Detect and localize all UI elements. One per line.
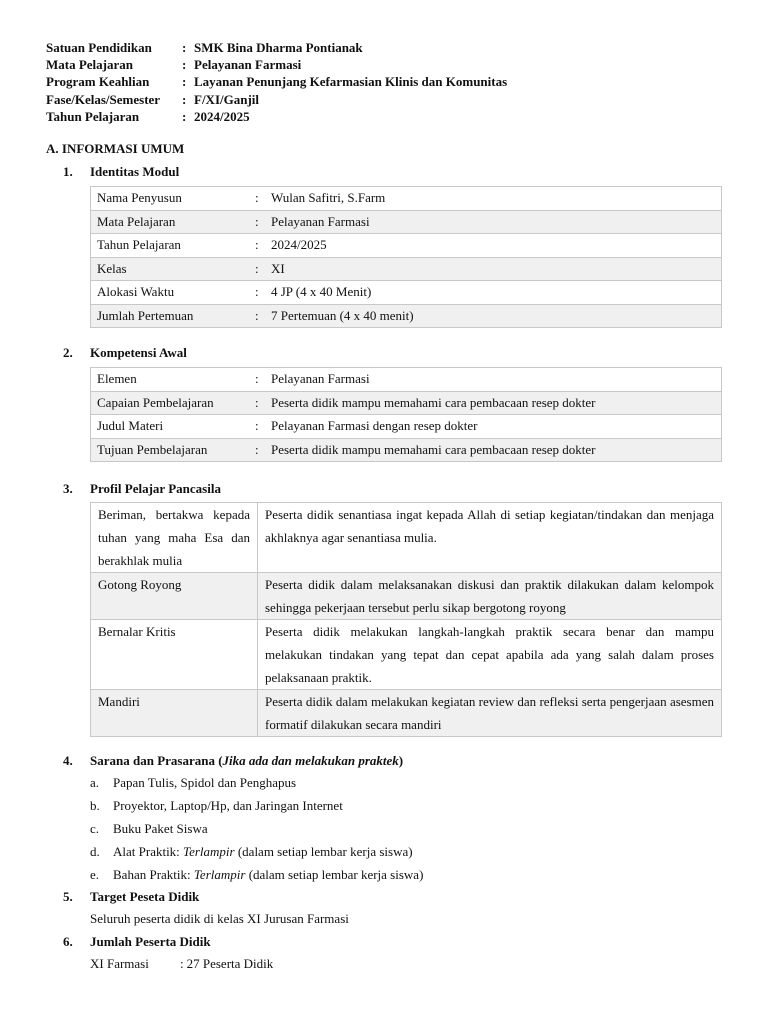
table-value-cell: 7 Pertemuan (4 x 40 menit) [265,304,722,328]
subsection-title: Kompetensi Awal [90,345,187,360]
table-colon-cell: : [255,281,265,305]
list-marker: e. [90,867,100,882]
table-row [91,690,722,737]
table-value-cell: Peserta didik mampu memahami cara pembacaan resep dokter [265,391,722,415]
table-key-cell: Capaian Pembelajaran [91,391,256,415]
table-colon-cell: : [255,391,265,415]
list-item [90,817,423,840]
subsection-number: 2. [63,345,73,360]
identitas-modul-table [90,186,722,328]
list-text-pre: Bahan Praktik: [113,867,194,882]
table-colon-cell: : [255,415,265,439]
kompetensi-awal-table [90,367,722,462]
header-colon: : [182,74,187,90]
table-row [91,368,722,392]
table-key-cell: Bernalar Kritis [91,620,258,690]
jumlah-value: 27 Peserta Didik [186,956,274,971]
table-key-cell: Gotong Royong [91,573,258,620]
list-marker: b. [90,798,100,813]
table-key-cell: Elemen [91,368,256,392]
table-row [91,620,722,690]
subsection-title-end: ) [398,753,404,768]
header-key: Mata Pelajaran [46,57,134,73]
list-item [90,840,423,863]
target-peserta-text: Seluruh peserta didik di kelas XI Jurusan Farmasi [90,911,349,926]
list-item [90,863,423,886]
section-a-heading: A. INFORMASI UMUM [46,141,185,156]
subsection-number: 3. [63,481,73,496]
table-value-cell: Pelayanan Farmasi [265,368,722,392]
header-key: Satuan Pendidikan [46,40,152,55]
header-colon: : [182,40,187,55]
table-row [91,210,722,234]
list-text: Proyektor, Laptop/Hp, dan Jaringan Internet [113,798,343,813]
document-header [46,39,507,125]
subsection-title-italic: Jika ada dan melakukan praktek [222,753,399,768]
header-row [46,91,507,108]
table-key-cell: Jumlah Pertemuan [91,304,256,328]
list-marker: c. [90,821,100,836]
list-text-italic: Terlampir [193,867,246,882]
table-row [91,234,722,258]
table-colon-cell: : [255,257,265,281]
table-colon-cell: : [255,304,265,328]
header-colon: : [182,57,187,73]
subsection-number: 1. [63,164,73,179]
table-value-cell: Peserta didik dalam melakukan kegiatan review dan refleksi serta pengerjaan asesmen formatif dilakukan secara mandiri [258,690,722,737]
subsection-number: 4. [63,753,73,768]
list-item [90,794,423,817]
table-key-cell: Alokasi Waktu [91,281,256,305]
jumlah-key: XI Farmasi [90,956,149,971]
header-value: Layanan Penunjang Kefarmasian Klinis dan Komunitas [194,74,508,90]
header-key: Tahun Pelajaran [46,108,140,124]
table-key-cell: Mandiri [91,690,258,737]
table-value-cell: Peserta didik melakukan langkah-langkah praktik secara benar dan mampu melakukan tindakan yang tepat dan cepat apabila ada yang salah dalam proses pelaksanaan praktik. [258,620,722,690]
table-row [91,415,722,439]
table-key-cell: Judul Materi [91,415,256,439]
subsection-title: Profil Pelajar Pancasila [90,481,221,496]
list-marker: d. [90,844,100,859]
table-key-cell: Tahun Pelajaran [91,234,256,258]
subsection-3-heading [63,480,221,497]
table-key-cell: Kelas [91,257,256,281]
table-value-cell: XI [265,257,722,281]
table-value-cell: 4 JP (4 x 40 Menit) [265,281,722,305]
subsection-title: Identitas Modul [90,164,180,179]
list-marker: a. [90,775,100,790]
table-colon-cell: : [255,210,265,234]
table-value-cell: Pelayanan Farmasi [265,210,722,234]
header-key: Program Keahlian [46,74,150,90]
table-row [91,391,722,415]
table-value-cell: Peserta didik mampu memahami cara pembacaan resep dokter [265,438,722,462]
subsection-5-heading [63,888,199,905]
header-colon: : [182,108,187,124]
table-row [91,438,722,462]
subsection-1-heading [63,163,179,180]
sarana-list [90,771,423,886]
header-row [46,73,507,90]
subsection-4-heading [63,752,403,769]
table-row [91,187,722,211]
jumlah-colon: : [180,956,184,971]
header-colon: : [182,91,187,107]
table-colon-cell: : [255,234,265,258]
table-value-cell: Pelayanan Farmasi dengan resep dokter [265,415,722,439]
table-row [91,503,722,573]
table-key-cell: Tujuan Pembelajaran [91,438,256,462]
header-row [46,108,507,125]
list-text: Buku Paket Siswa [113,821,208,836]
header-row [46,56,507,73]
subsection-title: Jumlah Peserta Didik [90,934,211,949]
list-item [90,771,423,794]
subsection-6-heading [63,933,211,950]
list-text-pre: Alat Praktik: [113,844,184,859]
list-text-post: (dalam setiap lembar kerja siswa) [245,867,424,882]
header-value: F/XI/Ganjil [194,91,260,107]
table-row [91,304,722,328]
subsection-number: 5. [63,889,73,904]
table-value-cell: Peserta didik senantiasa ingat kepada Allah di setiap kegiatan/tindakan dan menjaga akhlaknya agar senantiasa mulia. [258,503,722,573]
profil-pelajar-table [90,502,722,737]
subsection-title: Sarana dan Prasarana ( [90,753,223,768]
list-text-post: (dalam setiap lembar kerja siswa) [234,844,413,859]
subsection-title: Target Peseta Didik [90,889,200,904]
header-key: Fase/Kelas/Semester [46,91,161,107]
list-text: Papan Tulis, Spidol dan Penghapus [113,775,297,790]
table-row [91,573,722,620]
table-colon-cell: : [255,438,265,462]
table-colon-cell: : [255,368,265,392]
header-value: SMK Bina Dharma Pontianak [194,40,363,55]
table-value-cell: Peserta didik dalam melaksanakan diskusi dan praktik dilakukan dalam kelompok sehingga pekerjaan tersebut perlu sikap bergotong royong [258,573,722,620]
header-row [46,39,507,56]
jumlah-peserta-line [90,955,273,972]
subsection-number: 6. [63,934,73,949]
table-row [91,257,722,281]
table-value-cell: Wulan Safitri, S.Farm [265,187,722,211]
table-key-cell: Mata Pelajaran [91,210,256,234]
table-key-cell: Beriman, bertakwa kepada tuhan yang maha Esa dan berakhlak mulia [91,503,258,573]
list-text-italic: Terlampir [183,844,235,859]
header-value: 2024/2025 [194,108,250,124]
table-key-cell: Nama Penyusun [91,187,256,211]
table-row [91,281,722,305]
table-value-cell: 2024/2025 [265,234,722,258]
subsection-2-heading [63,344,187,361]
table-colon-cell: : [255,187,265,211]
header-value: Pelayanan Farmasi [194,57,302,73]
